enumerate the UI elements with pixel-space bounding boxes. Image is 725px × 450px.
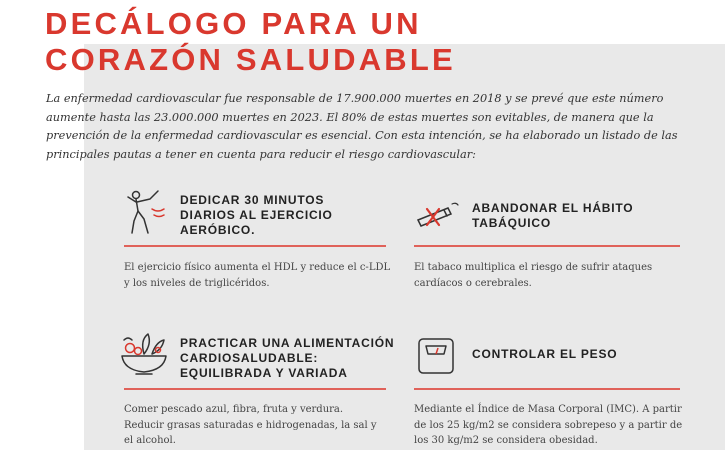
weight-scale-icon xyxy=(416,336,456,376)
card-weight-text: Mediante el Índice de Masa Corporal (IMC). A partir de los 25 kg/m2 se considera sobrepeso y a partir de los 30 kg/m2 se considera obesidad. xyxy=(414,404,683,446)
card-weight-divider xyxy=(414,388,680,390)
card-tobacco-text: El tabaco multiplica el riesgo de sufrir ataques cardíacos o cerebrales. xyxy=(414,262,653,289)
card-weight-heading xyxy=(472,347,617,362)
card-exercise-text: El ejercicio físico aumenta el HDL y reduce el c-LDL y los niveles de triglicéridos. xyxy=(124,262,391,289)
card-diet-text: Comer pescado azul, fibra, fruta y verdura. Reducir grasas saturadas e hidrogenadas, la sal y el alcohol. xyxy=(124,404,377,446)
card-tobacco-heading xyxy=(472,201,633,231)
card-diet-title: PRACTICAR UNA ALIMENTACIÓN CARDIOSALUDABLE: EQUILIBRADA Y VARIADA xyxy=(180,336,395,380)
card-exercise-divider xyxy=(124,245,386,247)
page-title xyxy=(45,6,456,78)
salad-bowl-icon xyxy=(118,330,170,378)
card-tobacco-title: ABANDONAR EL HÁBITO TABÁQUICO xyxy=(472,201,634,230)
card-weight-title: CONTROLAR EL PESO xyxy=(472,347,618,361)
card-diet-heading xyxy=(180,336,394,381)
card-exercise-title: DEDICAR 30 MINUTOS DIARIOS AL EJERCICIO AERÓBICO. xyxy=(180,193,333,237)
card-exercise-heading xyxy=(180,193,333,238)
exercise-person-icon xyxy=(124,189,170,237)
no-smoking-icon xyxy=(414,200,462,230)
card-tobacco-divider xyxy=(414,245,680,247)
intro-paragraph: La enfermedad cardiovascular fue responsable de 17.900.000 muertes en 2018 y se prevé que este número aumente hasta las 23.000.000 muertes en 2023. El 80% de estas muertes son evitables, de manera que la prevención de la enfermedad cardiovascular es esencial. Con esta intención, se ha elaborado un listado de las principales pautas a tener en cuenta para reducir el riesgo cardiovascular: xyxy=(46,92,678,161)
card-diet-divider xyxy=(124,388,386,390)
title-line-2: CORAZÓN SALUDABLE xyxy=(45,42,456,77)
title-line-1: DECÁLOGO PARA UN xyxy=(45,6,422,41)
